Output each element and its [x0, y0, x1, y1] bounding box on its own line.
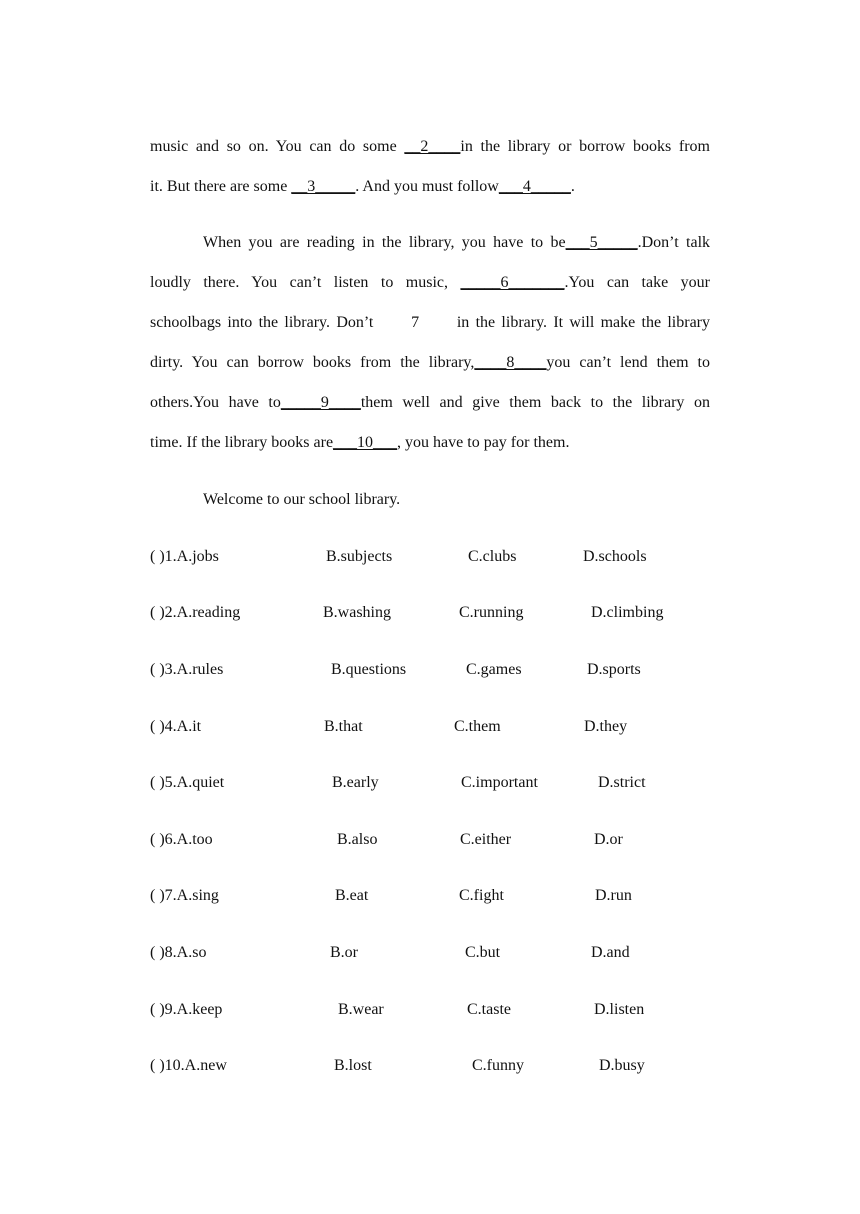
option-c: C.them	[454, 718, 501, 735]
option-c: C.fight	[459, 887, 504, 904]
text: you can’t lend them to	[546, 354, 711, 371]
question-number: ( )1.A.jobs	[150, 548, 219, 565]
passage-line-8	[150, 433, 710, 453]
text: in the library. It will make the library	[456, 314, 711, 331]
option-c: C.games	[466, 661, 522, 678]
text: When you are reading in the library, you have to be	[203, 234, 566, 251]
text: .	[570, 178, 575, 195]
passage-line-3	[203, 233, 710, 253]
passage-line-7	[150, 393, 710, 413]
question-number: ( )3.A.rules	[150, 661, 224, 678]
text: in the library or borrow books from	[460, 138, 710, 155]
option-c: C.either	[460, 831, 512, 848]
blank-9: _____9____	[280, 394, 361, 411]
text: .You can take your	[564, 274, 710, 291]
question-row	[150, 1000, 710, 1020]
blank-4: ___4_____	[498, 178, 571, 195]
option-d: D.schools	[583, 548, 647, 565]
text: .Don’t talk	[637, 234, 711, 251]
question-row	[150, 1056, 710, 1076]
question-number: ( )5.A.quiet	[150, 774, 225, 791]
question-number: ( )4.A.it	[150, 718, 202, 735]
option-b: B.or	[330, 944, 358, 961]
option-d: D.strict	[598, 774, 646, 791]
option-b: B.eat	[335, 887, 369, 904]
blank-5: ___5_____	[565, 234, 638, 251]
question-row	[150, 773, 710, 793]
question-number: ( )7.A.sing	[150, 887, 219, 904]
text: music and so on. You can do some	[150, 138, 405, 155]
text: loudly there. You can’t listen to music,	[150, 274, 461, 291]
option-b: B.also	[337, 831, 378, 848]
option-c: C.important	[461, 774, 538, 791]
option-b: B.subjects	[326, 548, 393, 565]
option-d: D.or	[594, 831, 623, 848]
text: others.You have to	[150, 394, 281, 411]
question-number: ( )8.A.so	[150, 944, 207, 961]
blank-7: 7	[373, 314, 457, 331]
question-row	[150, 547, 710, 567]
question-row	[150, 943, 710, 963]
option-c: C.taste	[467, 1001, 511, 1018]
option-b: B.early	[332, 774, 379, 791]
question-row	[150, 603, 710, 623]
text: , you have to pay for them.	[397, 434, 570, 451]
option-d: D.listen	[594, 1001, 645, 1018]
question-row	[150, 660, 710, 680]
question-number: ( )9.A.keep	[150, 1001, 223, 1018]
blank-10: ___10___	[333, 434, 398, 451]
option-b: B.questions	[331, 661, 407, 678]
question-number: ( )2.A.reading	[150, 604, 241, 621]
text: dirty. You can borrow books from the library,	[150, 354, 475, 371]
passage-line-1	[150, 137, 710, 157]
option-b: B.that	[324, 718, 363, 735]
question-row	[150, 717, 710, 737]
option-c: C.running	[459, 604, 524, 621]
option-b: B.washing	[323, 604, 391, 621]
option-b: B.wear	[338, 1001, 384, 1018]
passage-line-6	[150, 353, 710, 373]
passage-line-2	[150, 177, 710, 197]
option-c: C.but	[465, 944, 501, 961]
option-b: B.lost	[334, 1057, 372, 1074]
option-d: D.climbing	[591, 604, 664, 621]
text: time. If the library books are	[150, 434, 334, 451]
blank-6: _____6_______	[460, 274, 565, 291]
text: it. But there are some	[150, 178, 292, 195]
blank-3: __3_____	[291, 178, 356, 195]
text: . And you must follow	[355, 178, 499, 195]
passage-line-4	[150, 273, 710, 293]
question-number: ( )6.A.too	[150, 831, 213, 848]
option-d: D.and	[591, 944, 630, 961]
question-row	[150, 886, 710, 906]
blank-2: __2____	[404, 138, 461, 155]
text: schoolbags into the library. Don’t	[150, 314, 374, 331]
blank-8: ____8____	[474, 354, 547, 371]
option-c: C.clubs	[468, 548, 517, 565]
text: them well and give them back to the library on	[360, 394, 710, 411]
option-d: D.they	[584, 718, 628, 735]
option-d: D.busy	[599, 1057, 645, 1074]
question-row	[150, 830, 710, 850]
option-d: D.sports	[587, 661, 641, 678]
option-d: D.run	[595, 887, 632, 904]
welcome-line: Welcome to our school library.	[203, 491, 401, 508]
passage-line-5	[150, 313, 710, 333]
question-number: ( )10.A.new	[150, 1057, 227, 1074]
option-c: C.funny	[472, 1057, 524, 1074]
